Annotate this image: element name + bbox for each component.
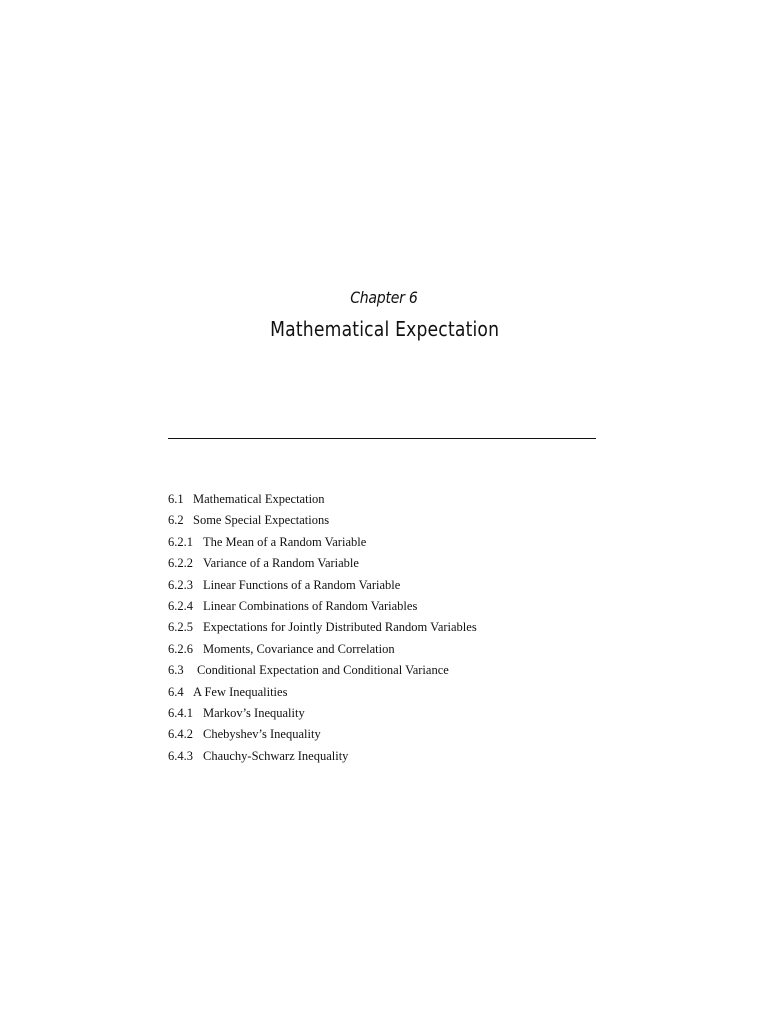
toc-title: Some Special Expectations (193, 513, 330, 528)
toc-item-6-4 (168, 683, 608, 704)
toc-item-6-2-4 (168, 597, 608, 618)
chapter-label: Chapter 6 (350, 288, 418, 307)
toc-title: Linear Combinations of Random Variables (203, 598, 418, 613)
toc-item-6-2-5 (168, 618, 608, 639)
toc-number: 6.2.1 (168, 534, 193, 549)
toc-number: 6.2.6 (168, 641, 193, 656)
toc-title: The Mean of a Random Variable (203, 534, 367, 549)
toc-number: 6.2.2 (168, 556, 193, 571)
toc-title: Markov’s Inequality (203, 705, 305, 720)
toc-number: 6.4.2 (168, 727, 193, 742)
toc-title: Linear Functions of a Random Variable (203, 577, 401, 592)
chapter-title: Mathematical Expectation (270, 317, 500, 341)
toc-item-6-2-2 (168, 554, 608, 575)
toc-number: 6.2.3 (168, 577, 193, 592)
toc-title: Chauchy-Schwarz Inequality (203, 748, 349, 763)
toc-item-6-2-3 (168, 576, 608, 597)
toc-number: 6.1 (168, 492, 184, 506)
toc-number: 6.3 (168, 663, 184, 678)
toc-item-6-4-3 (168, 747, 608, 768)
toc-item-6-2-6 (168, 640, 608, 661)
divider-rule (168, 438, 596, 439)
toc-title: Mathematical Expectation (193, 492, 325, 506)
toc-item-6-2 (168, 511, 608, 532)
toc-title: Variance of a Random Variable (203, 556, 359, 571)
toc-item-6-2-1 (168, 533, 608, 554)
toc-number: 6.2.4 (168, 598, 193, 613)
toc-item-6-4-1 (168, 704, 608, 725)
toc-number: 6.4.3 (168, 748, 193, 763)
toc-item-6-3 (168, 661, 608, 682)
toc-number: 6.2 (168, 513, 184, 528)
toc-number: 6.4.1 (168, 705, 193, 720)
toc-item-6-4-2 (168, 725, 608, 746)
table-of-contents (168, 490, 608, 768)
toc-title: A Few Inequalities (193, 684, 288, 699)
toc-title: Moments, Covariance and Correlation (203, 641, 395, 656)
toc-item-6-1 (168, 490, 608, 511)
toc-title: Expectations for Jointly Distributed Random Variables (203, 620, 477, 635)
toc-title: Conditional Expectation and Conditional Variance (197, 663, 449, 678)
toc-number: 6.2.5 (168, 620, 193, 635)
toc-number: 6.4 (168, 684, 184, 699)
toc-title: Chebyshev’s Inequality (203, 727, 321, 742)
